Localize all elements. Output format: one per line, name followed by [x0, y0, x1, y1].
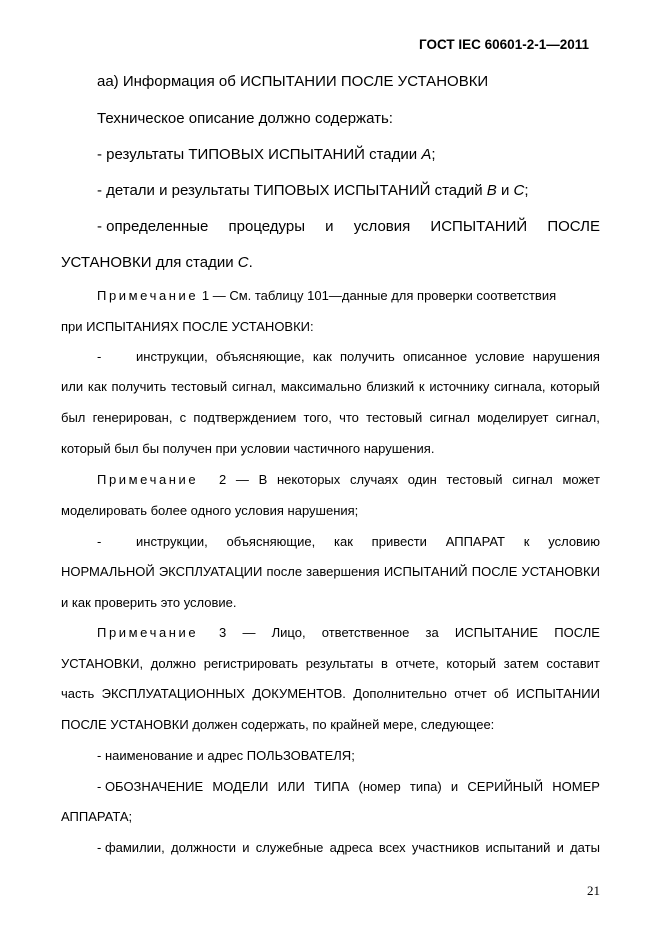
word: НОРМАЛЬНОЙ	[61, 564, 155, 579]
section-intro: Техническое описание должно содержать:	[97, 110, 393, 127]
word: АППАРАТ	[445, 534, 505, 549]
note-label: Примечание	[97, 625, 199, 640]
word: должно	[150, 656, 197, 671]
bullet-dash: -	[97, 534, 102, 549]
word: инструкции,	[136, 349, 208, 364]
word: нарушения	[532, 349, 600, 364]
bullet-1-line-3	[0, 410, 661, 425]
word: участников	[411, 840, 480, 855]
section-heading: аа) Информация об ИСПЫТАНИИ ПОСЛЕ УСТАНОВКИ	[97, 73, 489, 90]
word: регистрировать	[203, 656, 299, 671]
word: максимально	[280, 379, 362, 394]
note-1-cont: при ИСПЫТАНИЯХ ПОСЛЕ УСТАНОВКИ:	[61, 319, 314, 334]
word: часть	[61, 686, 95, 701]
word: НОМЕР	[552, 779, 600, 794]
word: который	[550, 379, 600, 394]
word: Лицо,	[271, 625, 306, 640]
word: привести	[371, 534, 427, 549]
word: сигнал,	[555, 410, 600, 425]
word: 2	[219, 472, 227, 487]
word: и	[325, 218, 334, 235]
word: как	[312, 349, 332, 364]
word: моделирует	[477, 410, 549, 425]
word: - фамилии,	[97, 840, 165, 855]
word: тестовый	[366, 410, 423, 425]
word: условие	[475, 349, 525, 364]
word: объясняющие,	[226, 534, 316, 549]
word: ПОСЛЕ	[554, 625, 600, 640]
word: или	[61, 379, 84, 394]
word: ЭКСПЛУАТАЦИОННЫХ	[101, 686, 245, 701]
word: служебные	[255, 840, 324, 855]
word: ДОКУМЕНТОВ.	[252, 686, 346, 701]
word: к	[523, 534, 530, 549]
word: к	[418, 379, 425, 394]
report-item-model-cont: АППАРАТА;	[61, 809, 133, 824]
word: ТИПА	[314, 779, 350, 794]
word: подтверждением	[193, 410, 297, 425]
word: об	[494, 686, 509, 701]
word: результаты	[305, 656, 374, 671]
word: сигнал	[512, 472, 553, 487]
word: ИСПЫТАНИЙ	[430, 218, 528, 235]
word: получить	[111, 379, 167, 394]
word: и	[450, 779, 459, 794]
word: УСТАНОВКИ,	[61, 656, 144, 671]
word: сигнал,	[231, 379, 277, 394]
section-item-procedures	[0, 218, 661, 235]
word: один	[407, 472, 437, 487]
word: описанное	[403, 349, 468, 364]
word: отчет	[454, 686, 487, 701]
word: как	[334, 534, 353, 549]
bullet-2-line-3: и как проверить это условие.	[61, 595, 237, 610]
word: с	[179, 410, 187, 425]
word: случаях	[349, 472, 399, 487]
word: затем	[503, 656, 539, 671]
word: ИСПЫТАНИИ	[516, 686, 600, 701]
document-header: ГОСТ IEC 60601-2-1—2011	[419, 37, 589, 52]
word: —	[242, 625, 256, 640]
note-1: Примечание 1 — См. таблицу 101—данные для проверки соответствия	[97, 288, 557, 303]
word: близкий	[366, 379, 415, 394]
word: условию	[548, 534, 600, 549]
word: за	[425, 625, 439, 640]
word: того,	[303, 410, 332, 425]
word: который	[446, 656, 497, 671]
word: как	[87, 379, 107, 394]
word: и	[556, 840, 564, 855]
bullet-dash: -	[97, 349, 102, 364]
word: источнику	[429, 379, 490, 394]
word: даты	[570, 840, 600, 855]
word: В	[258, 472, 268, 487]
word: типа)	[409, 779, 442, 794]
word: ПОСЛЕ	[547, 218, 600, 235]
bullet-2-line-2	[0, 564, 661, 579]
note-label: Примечание	[97, 472, 199, 487]
word: получить	[339, 349, 395, 364]
word: должности	[171, 840, 236, 855]
word: в	[381, 656, 388, 671]
word: тестовый	[171, 379, 228, 394]
word: Дополнительно	[353, 686, 447, 701]
word: инструкции,	[136, 534, 208, 549]
word: МОДЕЛИ	[212, 779, 269, 794]
word: УСТАНОВКИ	[521, 564, 600, 579]
word: сигнала,	[494, 379, 546, 394]
note-label: Примечание	[97, 288, 199, 303]
note-3-line-4: ПОСЛЕ УСТАНОВКИ должен содержать, по крайней мере, следующее:	[61, 717, 495, 732]
word: СЕРИЙНЫЙ	[467, 779, 544, 794]
word: генерирован,	[92, 410, 173, 425]
section-item-procedures-cont: УСТАНОВКИ для стадии С.	[61, 254, 253, 271]
word: был	[61, 410, 86, 425]
word: - определенные	[97, 218, 209, 235]
section-item-b-c: - детали и результаты ТИПОВЫХ ИСПЫТАНИЙ стадий В и С;	[97, 182, 529, 199]
word: ЭКСПЛУАТАЦИИ	[158, 564, 263, 579]
word: составит	[546, 656, 600, 671]
note-3-line-3	[0, 686, 661, 701]
word: условия	[353, 218, 411, 235]
section-item-a: - результаты ТИПОВЫХ ИСПЫТАНИЙ стадии А;	[97, 146, 436, 163]
word: 3	[219, 625, 227, 640]
bullet-1-line-2	[0, 379, 661, 394]
word: всех	[378, 840, 406, 855]
word: некоторых	[276, 472, 341, 487]
word: процедуры	[228, 218, 305, 235]
page-number: 21	[587, 883, 600, 898]
word: сигнал	[429, 410, 470, 425]
bullet-1-line-4: который был бы получен при условии частичного нарушения.	[61, 441, 435, 456]
report-item-model	[0, 779, 661, 794]
word: ИСПЫТАНИЕ	[454, 625, 539, 640]
word: отчете,	[395, 656, 439, 671]
report-item-user: - наименование и адрес ПОЛЬЗОВАТЕЛЯ;	[97, 748, 355, 763]
word: испытаний	[485, 840, 551, 855]
word: тестовый	[446, 472, 503, 487]
word: может	[562, 472, 600, 487]
word: после	[266, 564, 303, 579]
word: (номер	[358, 779, 401, 794]
word: - ОБОЗНАЧЕНИЕ	[97, 779, 204, 794]
word: ИСПЫТАНИЙ	[383, 564, 468, 579]
report-item-participants	[0, 840, 661, 855]
word: адреса	[329, 840, 373, 855]
word: ответственное	[321, 625, 410, 640]
word: —	[235, 472, 249, 487]
word: и	[242, 840, 250, 855]
word: ПОСЛЕ	[471, 564, 518, 579]
note-3-line-2	[0, 656, 661, 671]
note-2-cont: моделировать более одного условия нарушения;	[61, 503, 359, 518]
word: ИЛИ	[277, 779, 305, 794]
word: завершения	[306, 564, 380, 579]
word: объясняющие,	[215, 349, 305, 364]
word: что	[339, 410, 359, 425]
